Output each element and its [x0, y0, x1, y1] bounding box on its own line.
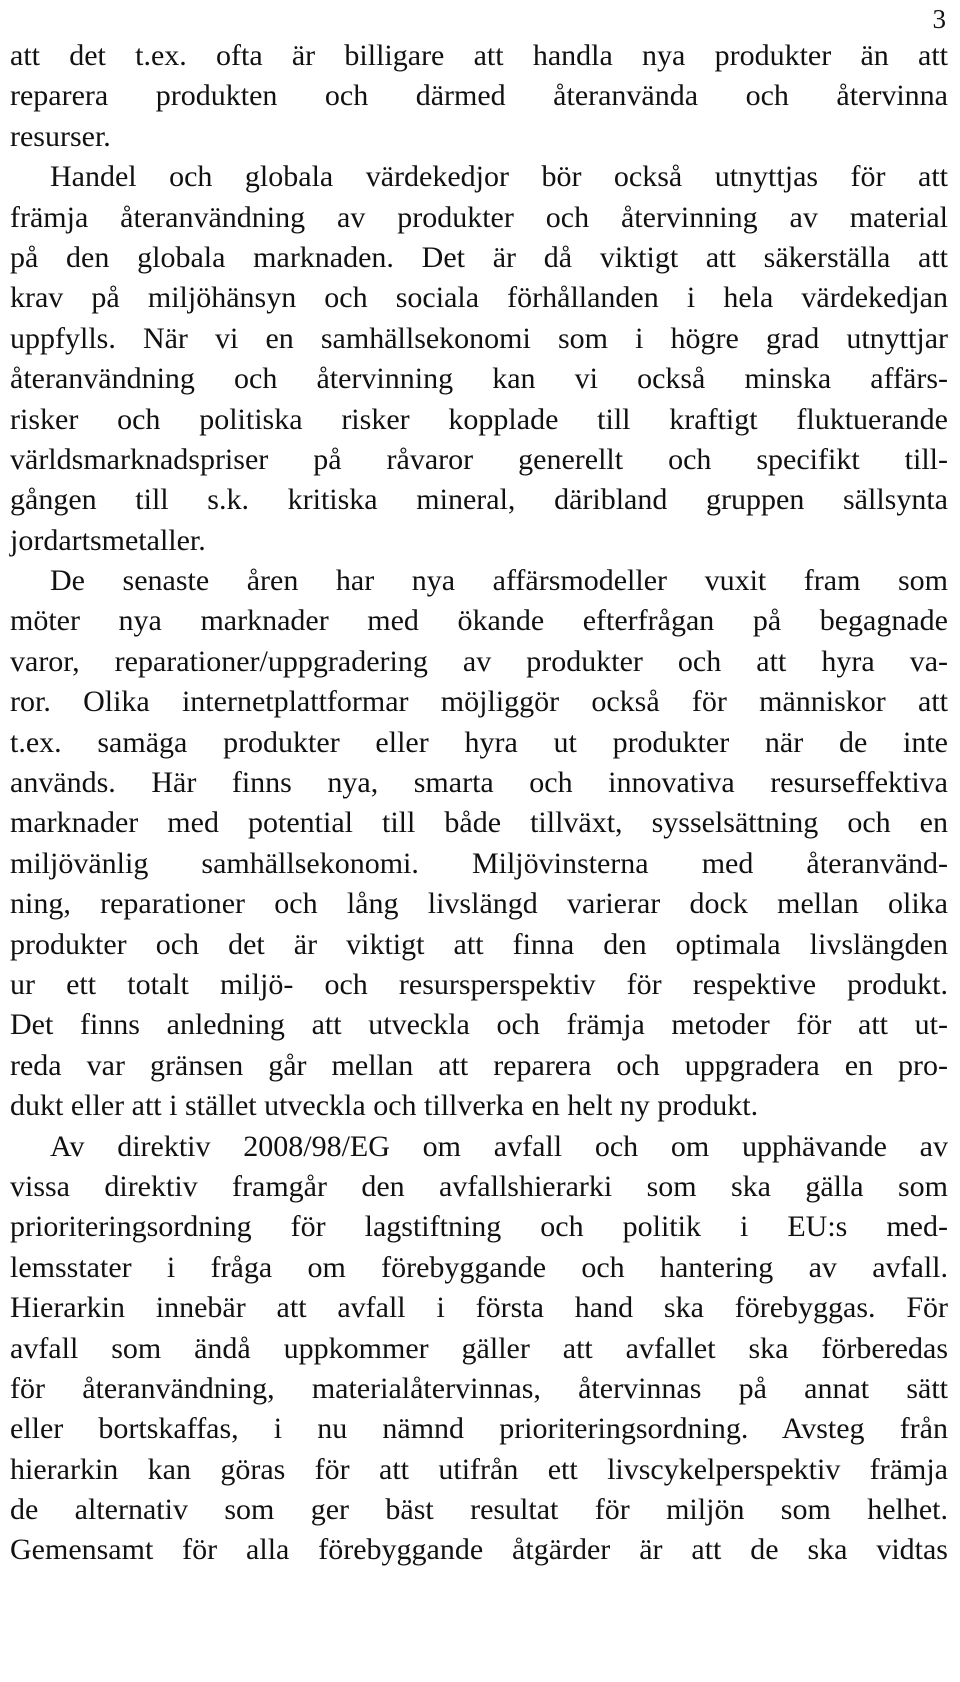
text-line-content: ur ett totalt miljö- och resursperspektiv för respektive produkt.: [10, 967, 948, 1001]
page-number: 3: [932, 4, 946, 34]
text-line-content: marknader med potential till både tillväxt, sysselsättning och en: [10, 806, 948, 840]
text-line: [10, 76, 948, 116]
text-line-content: Det finns anledning att utveckla och främja metoder för att ut-: [10, 1008, 948, 1042]
text-line: [10, 1450, 948, 1490]
text-line-content: världsmarknadspriser på råvaror generellt och specifikt till-: [10, 442, 948, 476]
text-line-content: jordartsmetaller.: [10, 523, 206, 557]
text-line: [10, 1005, 948, 1045]
text-line-content: risker och politiska risker kopplade till kraftigt fluktuerande: [10, 402, 948, 436]
text-line-content: krav på miljöhänsyn och sociala förhållanden i hela värdekedjan: [10, 281, 948, 315]
text-line-content: reda var gränsen går mellan att reparera och uppgradera en pro-: [10, 1048, 948, 1082]
text-line-content: återanvändning och återvinning kan vi också minska affärs-: [10, 362, 948, 396]
text-line: [10, 561, 948, 601]
text-line: [10, 803, 948, 843]
text-line-content: ror. Olika internetplattformar möjliggör också för människor att: [10, 685, 948, 719]
text-line-content: resurser.: [10, 119, 111, 153]
text-line-content: på den globala marknaden. Det är då viktigt att säkerställa att: [10, 240, 948, 274]
text-line: [10, 157, 948, 197]
text-line-content: Handel och globala värdekedjor bör också utnyttjas för att: [50, 160, 948, 194]
body-text: [10, 36, 948, 1571]
text-line: [10, 480, 948, 520]
text-line-content: de alternativ som ger bäst resultat för miljön som helhet.: [10, 1493, 948, 1527]
text-line: [10, 763, 948, 803]
text-line: [10, 1490, 948, 1530]
text-line: [10, 278, 948, 318]
text-line-content: lemsstater i fråga om förebyggande och hantering av avfall.: [10, 1250, 948, 1284]
text-line-content: Gemensamt för alla förebyggande åtgärder är att de ska vidtas: [10, 1533, 948, 1567]
text-line: [10, 1288, 948, 1328]
text-line: [10, 723, 948, 763]
text-line-content: varor, reparationer/uppgradering av produkter och att hyra va-: [10, 644, 948, 678]
text-line: [10, 440, 948, 480]
text-line-content: produkter och det är viktigt att finna den optimala livslängden: [10, 927, 948, 961]
text-line-content: eller bortskaffas, i nu nämnd prioriteringsordning. Avsteg från: [10, 1412, 948, 1446]
text-line-content: hierarkin kan göras för att utifrån ett livscykelperspektiv främja: [10, 1452, 948, 1486]
text-line-content: t.ex. samäga produkter eller hyra ut produkter när de inte: [10, 725, 948, 759]
text-line-content: används. Här finns nya, smarta och innovativa resurseffektiva: [10, 766, 948, 800]
text-line: [10, 1329, 948, 1369]
text-line-content: Hierarkin innebär att avfall i första hand ska förebyggas. För: [10, 1291, 948, 1325]
text-line: [10, 238, 948, 278]
text-line: [10, 1409, 948, 1449]
text-line-content: gången till s.k. kritiska mineral, däribland gruppen sällsynta: [10, 483, 948, 517]
text-line-content: dukt eller att i stället utveckla och tillverka en helt ny produkt.: [10, 1089, 759, 1123]
text-line-content: ning, reparationer och lång livslängd varierar dock mellan olika: [10, 887, 948, 921]
text-line: [10, 117, 948, 157]
text-line: [10, 642, 948, 682]
text-line: [10, 319, 948, 359]
text-line-content: miljövänlig samhällsekonomi. Miljövinsterna med återanvänd-: [10, 846, 948, 880]
text-line: [10, 1086, 948, 1126]
text-line-content: De senaste åren har nya affärsmodeller vuxit fram som: [50, 564, 948, 598]
text-line: [10, 1530, 948, 1570]
text-line-content: uppfylls. När vi en samhällsekonomi som i högre grad utnyttjar: [10, 321, 948, 355]
text-line-content: möter nya marknader med ökande efterfrågan på begagnade: [10, 604, 948, 638]
text-line: [10, 925, 948, 965]
text-line: [10, 965, 948, 1005]
text-line-content: prioriteringsordning för lagstiftning och politik i EU:s med-: [10, 1210, 948, 1244]
text-line-content: för återanvändning, materialåtervinnas, återvinnas på annat sätt: [10, 1371, 948, 1405]
text-line-content: avfall som ändå uppkommer gäller att avfallet ska förberedas: [10, 1331, 948, 1365]
text-line: [10, 36, 948, 76]
text-line-content: reparera produkten och därmed återanvända och återvinna: [10, 79, 948, 113]
text-line: [10, 400, 948, 440]
text-line: [10, 1248, 948, 1288]
text-line: [10, 844, 948, 884]
text-line: [10, 1207, 948, 1247]
text-line: [10, 521, 948, 561]
text-line-content: vissa direktiv framgår den avfallshierarki som ska gälla som: [10, 1169, 948, 1203]
text-line: [10, 1167, 948, 1207]
text-line-content: Av direktiv 2008/98/EG om avfall och om upphävande av: [50, 1129, 948, 1163]
text-line: [10, 1046, 948, 1086]
text-line: [10, 884, 948, 924]
text-line-content: främja återanvändning av produkter och återvinning av material: [10, 200, 948, 234]
text-line-content: att det t.ex. ofta är billigare att handla nya produkter än att: [10, 39, 948, 72]
text-line: [10, 682, 948, 722]
text-line: [10, 359, 948, 399]
text-line: [10, 1127, 948, 1167]
text-line: [10, 1369, 948, 1409]
text-line: [10, 601, 948, 641]
text-line: [10, 198, 948, 238]
